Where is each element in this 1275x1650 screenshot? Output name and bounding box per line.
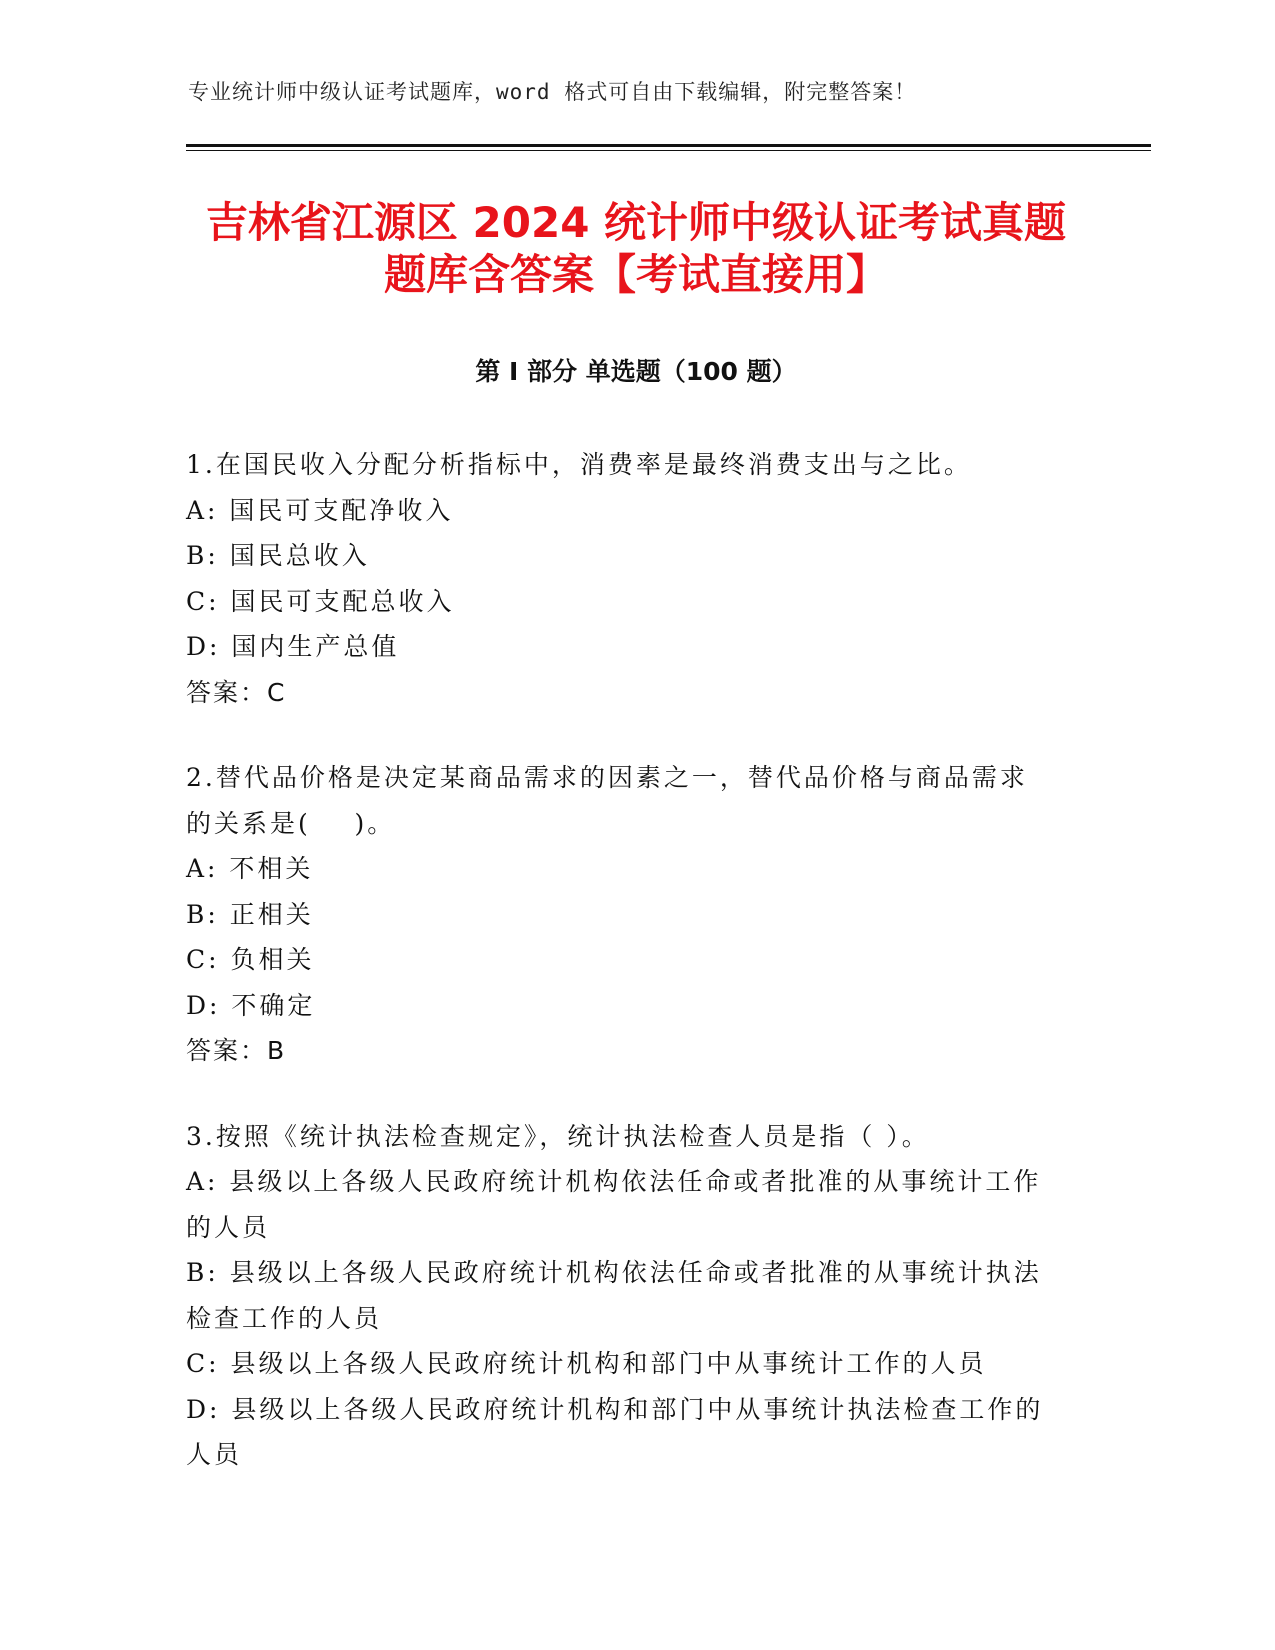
document-title-line-1: 吉林省江源区 2024 统计师中级认证考试真题	[205, 198, 1067, 247]
option-d-continued: 人员	[186, 1440, 243, 1469]
question-2	[186, 755, 1086, 1074]
option-b: B: 县级以上各级人民政府统计机构依法任命或者批准的从事统计执法	[186, 1258, 1042, 1287]
header-divider-thick	[186, 144, 1151, 147]
option-c: C: 负相关	[186, 945, 315, 974]
option-a: A: 县级以上各级人民政府统计机构依法任命或者批准的从事统计工作	[186, 1167, 1042, 1196]
option-c: C: 国民可支配总收入	[186, 586, 455, 616]
option-b: B: 正相关	[186, 899, 314, 929]
question-3	[186, 1114, 1086, 1478]
option-b-continued: 检查工作的人员	[186, 1303, 383, 1333]
question-stem: 1.在国民收入分配分析指标中，消费率是最终消费支出与之比。	[186, 450, 972, 479]
header-divider-thin	[186, 150, 1151, 151]
header-note: 专业统计师中级认证考试题库，word 格式可自由下载编辑，附完整答案！	[188, 80, 917, 104]
question-stem-continued: 的关系是( )。	[186, 808, 396, 838]
document-title	[186, 197, 1086, 301]
answer-key: 答案：C	[186, 677, 287, 707]
option-a-continued: 的人员	[186, 1212, 271, 1242]
option-c: C: 县级以上各级人民政府统计机构和部门中从事统计工作的人员	[186, 1349, 987, 1378]
question-1	[186, 442, 1086, 715]
option-a: A: 不相关	[186, 854, 314, 883]
option-a: A: 国民可支配净收入	[186, 495, 454, 525]
answer-key: 答案：B	[186, 1036, 287, 1065]
question-list	[186, 442, 1086, 1518]
option-d: D: 国内生产总值	[186, 632, 400, 661]
section-heading: 第 I 部分 单选题（100 题）	[475, 357, 797, 386]
document-title-line-2: 题库含答案【考试直接用】	[383, 250, 888, 299]
option-d: D: 不确定	[186, 990, 316, 1020]
question-stem: 3.按照《统计执法检查规定》，统计执法检查人员是指（ ）。	[186, 1121, 930, 1151]
option-d: D: 县级以上各级人民政府统计机构和部门中从事统计执法检查工作的	[186, 1394, 1044, 1424]
question-stem: 2.替代品价格是决定某商品需求的因素之一，替代品价格与商品需求	[186, 763, 1028, 792]
option-b: B: 国民总收入	[186, 541, 370, 570]
